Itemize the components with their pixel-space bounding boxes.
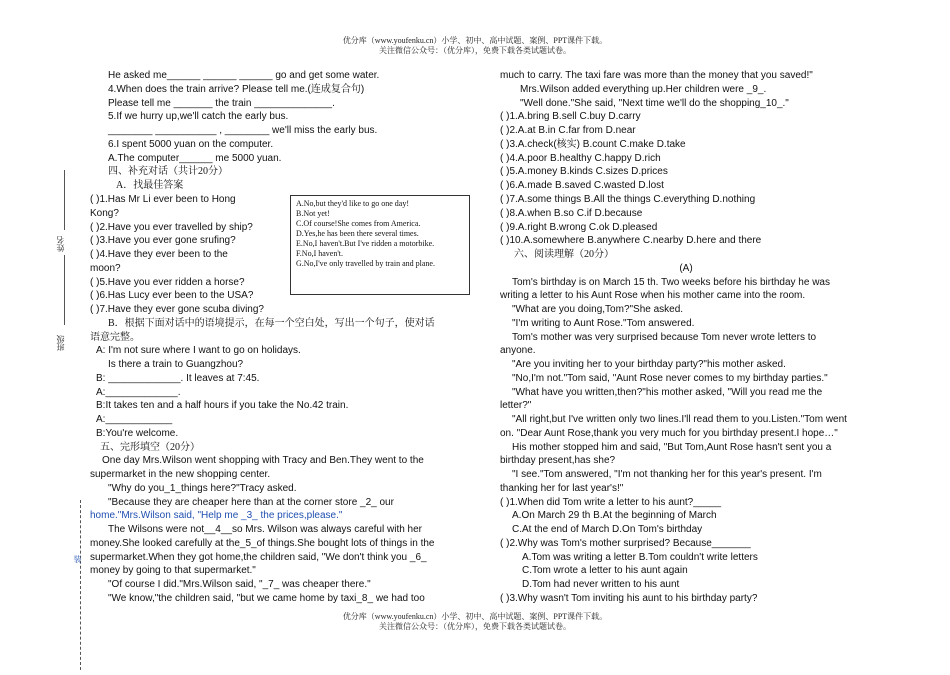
passage-line: "All right,but I've written only two lines.I'll read them to you.Listen."Tom went — [512, 414, 847, 425]
option-line: D.Yes,he has been there several times. — [296, 229, 419, 238]
passage-line: much to carry. The taxi fare was more than the money that you saved!" — [500, 70, 813, 81]
subsection-heading: A．找最佳答案 — [116, 180, 184, 191]
text-line: 6.I spent 5000 yuan on the computer. — [108, 139, 274, 150]
passage-line: supermarket in the new shopping center. — [90, 469, 271, 480]
choice-line: ( )10.A.somewhere B.anywhere C.nearby D.here and there — [500, 235, 762, 246]
question-line: ( )1.Has Mr Li ever been to Hong — [90, 194, 236, 205]
choice-line: ( )2.A.at B.in C.far from D.near — [500, 125, 636, 136]
passage-line: His mother stopped him and said, "But Tom,Aunt Rose hasn't sent you a — [512, 442, 832, 453]
passage-label: (A) — [679, 263, 693, 274]
seal-line — [80, 500, 81, 670]
option-line: D.Tom had never written to his aunt — [522, 579, 680, 590]
option-line: F.No,I haven't. — [296, 249, 344, 258]
dialog-line: Is there a train to Guangzhou? — [108, 359, 244, 370]
passage-line: "Because they are cheaper here than at the corner store _2_ our — [108, 497, 394, 508]
answer-options-box — [290, 195, 470, 295]
text-line: A.The computer______ me 5000 yuan. — [108, 153, 282, 164]
passage-line: home."Mrs.Wilson said, "Help me _3_ the prices,please." — [90, 510, 343, 521]
question-line: moon? — [90, 263, 121, 274]
choice-line: ( )8.A.when B.so C.if D.because — [500, 208, 643, 219]
passage-line: on. "Dear Aunt Rose,thank you very much for you birthday present.I hope…" — [500, 428, 838, 439]
text-line: 语意完整。 — [90, 332, 140, 343]
right-column — [500, 67, 872, 607]
question-line: ( )7.Have they ever gone scuba diving? — [90, 304, 264, 315]
question-line: ( )1.When did Tom write a letter to his aunt?_____ — [500, 497, 722, 508]
passage-line: "Are you inviting her to your birthday party?"his mother asked. — [512, 359, 786, 370]
header-line-2: 关注微信公众号：（优分库），免费下载各类试题试卷。 — [379, 46, 571, 55]
footer-line-1: 优分库（www.youfenku.cn）小学、初中、高中试题、案例、PPT课件下载。 — [342, 612, 608, 621]
passage-line: "We know,"the children said, "but we came home by taxi_8_ we had too — [108, 593, 425, 604]
dialog-line: B:You're welcome. — [96, 428, 179, 439]
passage-line: money.She looked carefully at the_5_of things.She bought lots of things in the — [90, 538, 435, 549]
option-line: C.Tom wrote a letter to his aunt again — [522, 565, 688, 576]
dialog-line: A: I'm not sure where I want to go on holidays. — [96, 345, 301, 356]
option-line: E.No,I haven't.But I've ridden a motorbike. — [296, 239, 435, 248]
passage-line: writing a letter to his Aunt Rose when his mother came into the room. — [500, 290, 806, 301]
header-line-1: 优分库（www.youfenku.cn）小学、初中、高中试题、案例、PPT课件下载。 — [342, 36, 608, 45]
choice-line: ( )9.A.right B.wrong C.ok D.pleased — [500, 222, 658, 233]
option-line: C.Of course!She comes from America. — [296, 219, 421, 228]
passage-line: "I see."Tom answered, "I'm not thanking her for this year's present. I'm — [512, 469, 822, 480]
dialog-line: B:It takes ten and a half hours if you take the No.42 train. — [96, 400, 349, 411]
text-line: ________ ___________ , ________ we'll miss the early bus. — [108, 125, 378, 136]
passage-line: "Why do you_1_things here?"Tracy asked. — [108, 483, 297, 494]
text-line: 4.When does the train arrive? Please tell me.(连成复合句) — [108, 84, 365, 95]
question-line: ( )3.Have you ever gone srufing? — [90, 235, 236, 246]
question-line: ( )2.Why was Tom's mother surprised? Because_______ — [500, 538, 751, 549]
passage-line: thanking her for last year's!" — [500, 483, 624, 494]
option-line: G.No,I've only travelled by train and plane. — [296, 259, 435, 268]
passage-line: Tom's birthday is on March 15 th. Two weeks before his birthday he was — [512, 277, 830, 288]
passage-line: birthday present,has she? — [500, 455, 616, 466]
choice-line: ( )5.A.money B.kinds C.sizes D.prices — [500, 166, 668, 177]
passage-line: One day Mrs.Wilson went shopping with Tracy and Ben.They went to the — [102, 455, 424, 466]
section-heading: 四、补充对话（共计20分） — [108, 166, 228, 177]
choice-line: ( )6.A.made B.saved C.wasted D.lost — [500, 180, 664, 191]
subsection-heading: B．根据下面对话中的语境提示，在每一个空白处，写出一个句子，使对话 — [108, 318, 435, 329]
footer-line-2: 关注微信公众号：（优分库），免费下载各类试题试卷。 — [379, 622, 571, 631]
text-line: He asked me______ ______ ______ go and get some water. — [108, 70, 380, 81]
margin-rule — [64, 255, 65, 325]
dialog-line: A:_____________. — [96, 387, 181, 398]
passage-line: "What are you doing,Tom?"She asked. — [512, 304, 684, 315]
dialog-line: B: _____________. It leaves at 7:45. — [96, 373, 260, 384]
section-heading: 六、阅读理解（20分） — [514, 249, 614, 260]
question-line: ( )5.Have you ever ridden a horse? — [90, 277, 245, 288]
passage-line: anyone. — [500, 345, 536, 356]
choice-line: ( )3.A.check(核实) B.count C.make D.take — [500, 139, 686, 150]
option-line: C.At the end of March D.On Tom's birthday — [512, 524, 703, 535]
seal-label: 装 — [73, 555, 82, 563]
name-label: 姓名 — [56, 236, 65, 252]
choice-line: ( )1.A.bring B.sell C.buy D.carry — [500, 111, 641, 122]
option-line: B.Not yet! — [296, 209, 330, 218]
choice-line: ( )4.A.poor B.healthy C.happy D.rich — [500, 153, 661, 164]
option-line: A.On March 29 th B.At the beginning of March — [512, 510, 717, 521]
passage-line: supermarket.When they got home,the children said, "We don't think you _6_ — [90, 552, 427, 563]
left-column — [90, 67, 462, 607]
margin-rule — [64, 170, 65, 230]
passage-line: "Well done."She said, "Next time we'll do the shopping_10_." — [520, 98, 789, 109]
question-line: ( )4.Have they ever been to the — [90, 249, 228, 260]
class-label: 班级 — [56, 335, 65, 351]
passage-line: Mrs.Wilson added everything up.Her children were _9_. — [520, 84, 767, 95]
passage-line: "No,I'm not."Tom said, "Aunt Rose never comes to my birthday parties." — [512, 373, 828, 384]
page-header — [0, 36, 950, 56]
option-line: A.Tom was writing a letter B.Tom couldn't write letters — [522, 552, 758, 563]
text-line: 5.If we hurry up,we'll catch the early bus. — [108, 111, 289, 122]
question-line: ( )2.Have you ever travelled by ship? — [90, 222, 253, 233]
passage-line: "What have you written,then?"his mother asked, "Will you read me the — [512, 387, 823, 398]
text-line: Please tell me _______ the train ______________. — [108, 98, 335, 109]
section-heading: 五、完形填空（20分） — [100, 442, 200, 453]
option-line: A.No,but they'd like to go one day! — [296, 199, 409, 208]
page-footer — [0, 612, 950, 632]
dialog-line: A:____________ — [96, 414, 173, 425]
passage-line: money by going to that supermarket." — [90, 565, 256, 576]
question-line: Kong? — [90, 208, 119, 219]
passage-line: The Wilsons were not__4__so Mrs. Wilson was always careful with her — [108, 524, 423, 535]
question-line: ( )3.Why wasn't Tom inviting his aunt to his birthday party? — [500, 593, 758, 604]
passage-line: letter?" — [500, 400, 532, 411]
choice-line: ( )7.A.some things B.All the things C.everything D.nothing — [500, 194, 756, 205]
passage-line: Tom's mother was very surprised because Tom never wrote letters to — [512, 332, 817, 343]
passage-line: "Of course I did."Mrs.Wilson said, "_7_ was cheaper there." — [108, 579, 371, 590]
question-line: ( )6.Has Lucy ever been to the USA? — [90, 290, 254, 301]
passage-line: "I'm writing to Aunt Rose."Tom answered. — [512, 318, 695, 329]
